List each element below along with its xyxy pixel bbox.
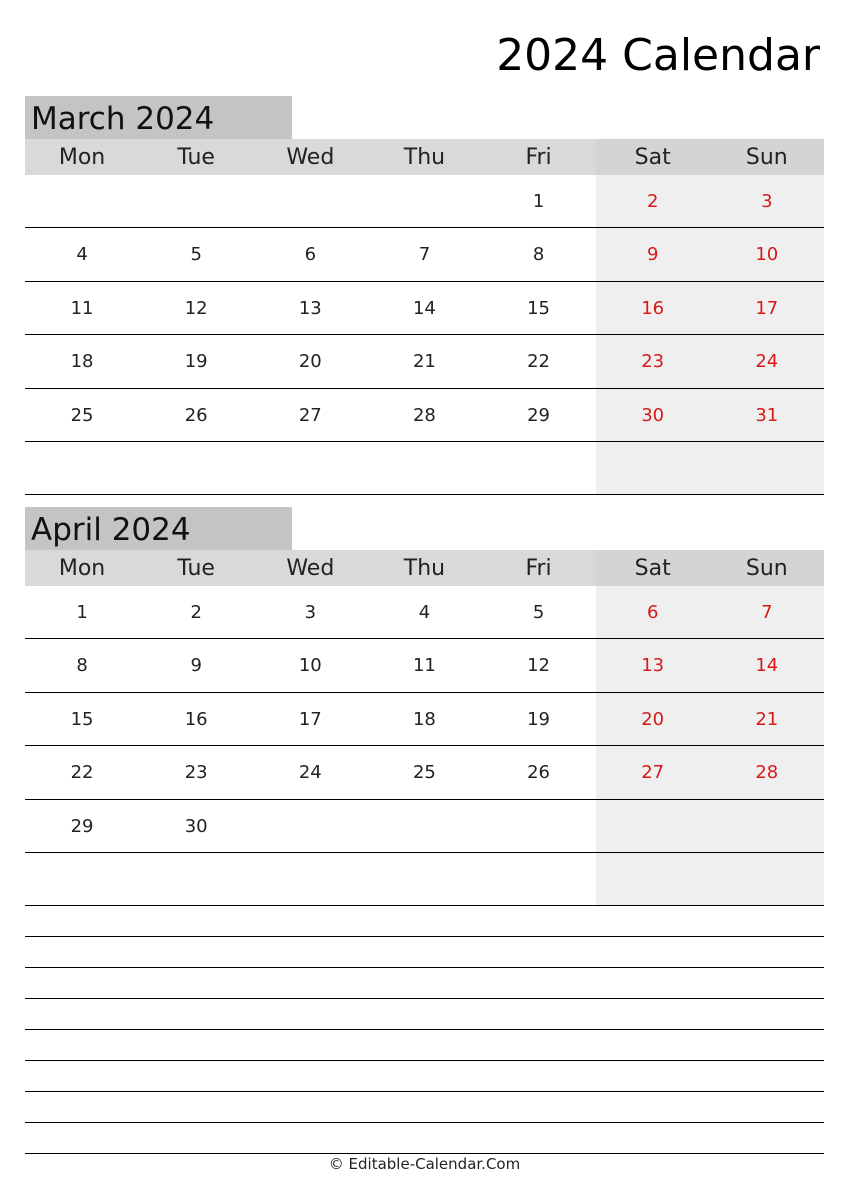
day-cell: 8 — [76, 655, 88, 677]
day-cell: 25 — [412, 762, 436, 784]
day-cell: 19 — [184, 351, 208, 373]
weekday-mon: Mon — [58, 145, 106, 170]
week-row — [25, 175, 824, 228]
weekday-sun: Sun — [710, 550, 824, 586]
day-cell — [710, 442, 824, 494]
page-title: 2024 Calendar — [496, 30, 820, 81]
day-cell — [482, 800, 596, 852]
day-cell: 30 — [184, 815, 208, 837]
day-cell — [482, 853, 596, 905]
day-cell — [253, 175, 367, 227]
day-cell — [710, 853, 824, 905]
day-cell: 17 — [755, 297, 779, 319]
weekday-header — [25, 139, 824, 175]
month-march — [25, 96, 824, 495]
week-row — [25, 442, 824, 495]
note-line — [25, 906, 824, 937]
day-cell: 15 — [527, 297, 551, 319]
day-cell: 1 — [532, 191, 545, 212]
day-cell — [367, 800, 481, 852]
date-grid — [25, 175, 824, 495]
day-cell: 14 — [412, 297, 436, 319]
week-row — [25, 228, 824, 281]
weekday-tue: Tue — [177, 145, 215, 170]
day-cell: 19 — [527, 708, 551, 730]
day-cell: 4 — [76, 244, 88, 266]
day-cell: 26 — [184, 404, 208, 426]
day-cell: 28 — [412, 404, 436, 426]
day-cell: 7 — [418, 244, 431, 266]
day-cell — [253, 853, 367, 905]
day-cell: 6 — [304, 244, 317, 266]
day-cell: 24 — [298, 762, 322, 784]
day-cell: 13 — [298, 297, 322, 319]
notes-area — [25, 906, 824, 1154]
note-line — [25, 1092, 824, 1123]
week-row — [25, 389, 824, 442]
weekday-fri: Fri — [525, 556, 552, 581]
day-cell — [253, 800, 367, 852]
day-cell: 14 — [755, 655, 779, 677]
day-cell: 29 — [70, 815, 94, 837]
day-cell: 20 — [298, 351, 322, 373]
day-cell: 2 — [190, 602, 202, 623]
day-cell — [596, 853, 710, 905]
day-cell: 17 — [298, 708, 322, 730]
week-row — [25, 800, 824, 853]
week-row — [25, 746, 824, 799]
day-cell: 4 — [418, 602, 431, 623]
month-title: March 2024 — [25, 96, 292, 139]
day-cell: 2 — [646, 191, 659, 212]
weekday-tue: Tue — [177, 556, 215, 581]
note-line — [25, 968, 824, 999]
day-cell — [139, 442, 253, 494]
day-cell — [139, 853, 253, 905]
day-cell: 27 — [641, 762, 665, 784]
day-cell — [139, 175, 253, 227]
weekday-thu: Thu — [403, 145, 446, 170]
day-cell — [367, 442, 481, 494]
day-cell: 13 — [641, 655, 665, 677]
day-cell: 26 — [527, 762, 551, 784]
day-cell — [596, 800, 710, 852]
day-cell — [25, 853, 139, 905]
week-row — [25, 693, 824, 746]
day-cell: 7 — [761, 602, 773, 623]
day-cell: 20 — [641, 708, 665, 730]
weekday-wed: Wed — [286, 556, 335, 581]
day-cell: 18 — [412, 708, 436, 730]
note-line — [25, 999, 824, 1030]
day-cell — [482, 442, 596, 494]
day-cell: 16 — [184, 708, 208, 730]
footer-copyright: © Editable-Calendar.Com — [328, 1155, 521, 1173]
day-cell — [253, 442, 367, 494]
weekday-wed: Wed — [286, 145, 335, 170]
week-row — [25, 282, 824, 335]
day-cell: 10 — [755, 244, 779, 266]
day-cell: 11 — [70, 297, 94, 319]
note-line — [25, 937, 824, 968]
day-cell: 3 — [304, 602, 317, 623]
note-line — [25, 1123, 824, 1154]
date-grid — [25, 586, 824, 906]
day-cell — [710, 800, 824, 852]
day-cell: 9 — [190, 655, 202, 677]
day-cell: 25 — [70, 404, 94, 426]
weekday-header — [25, 550, 824, 586]
day-cell: 29 — [527, 404, 551, 426]
month-april — [25, 507, 824, 906]
weekday-thu: Thu — [403, 556, 446, 581]
day-cell: 18 — [70, 351, 94, 373]
weekday-fri: Fri — [525, 145, 552, 170]
week-row — [25, 639, 824, 692]
day-cell — [596, 442, 710, 494]
month-title: April 2024 — [25, 507, 292, 550]
week-row — [25, 853, 824, 906]
day-cell: 30 — [641, 404, 665, 426]
day-cell: 11 — [412, 655, 436, 677]
day-cell: 15 — [70, 708, 94, 730]
day-cell — [25, 442, 139, 494]
day-cell: 31 — [755, 404, 779, 426]
day-cell — [367, 853, 481, 905]
day-cell — [367, 175, 481, 227]
day-cell: 16 — [641, 297, 665, 319]
day-cell: 3 — [761, 191, 773, 212]
weekday-mon: Mon — [58, 556, 106, 581]
weekday-sun: Sun — [710, 139, 824, 175]
day-cell: 22 — [70, 762, 94, 784]
day-cell: 5 — [532, 602, 545, 623]
day-cell: 12 — [527, 655, 551, 677]
day-cell: 1 — [76, 602, 88, 623]
day-cell: 23 — [184, 762, 208, 784]
week-row — [25, 335, 824, 388]
day-cell: 8 — [532, 244, 545, 266]
day-cell: 27 — [298, 404, 322, 426]
weekday-sat: Sat — [596, 550, 710, 586]
note-line — [25, 1061, 824, 1092]
day-cell: 12 — [184, 297, 208, 319]
note-line — [25, 1030, 824, 1061]
day-cell: 10 — [298, 655, 322, 677]
day-cell: 9 — [646, 244, 659, 266]
day-cell: 23 — [641, 351, 665, 373]
day-cell: 21 — [755, 708, 779, 730]
day-cell: 28 — [755, 762, 779, 784]
day-cell: 24 — [755, 351, 779, 373]
day-cell — [25, 175, 139, 227]
day-cell: 5 — [190, 244, 202, 266]
weekday-sat: Sat — [596, 139, 710, 175]
day-cell: 21 — [412, 351, 436, 373]
day-cell: 22 — [527, 351, 551, 373]
week-row — [25, 586, 824, 639]
day-cell: 6 — [646, 602, 659, 623]
